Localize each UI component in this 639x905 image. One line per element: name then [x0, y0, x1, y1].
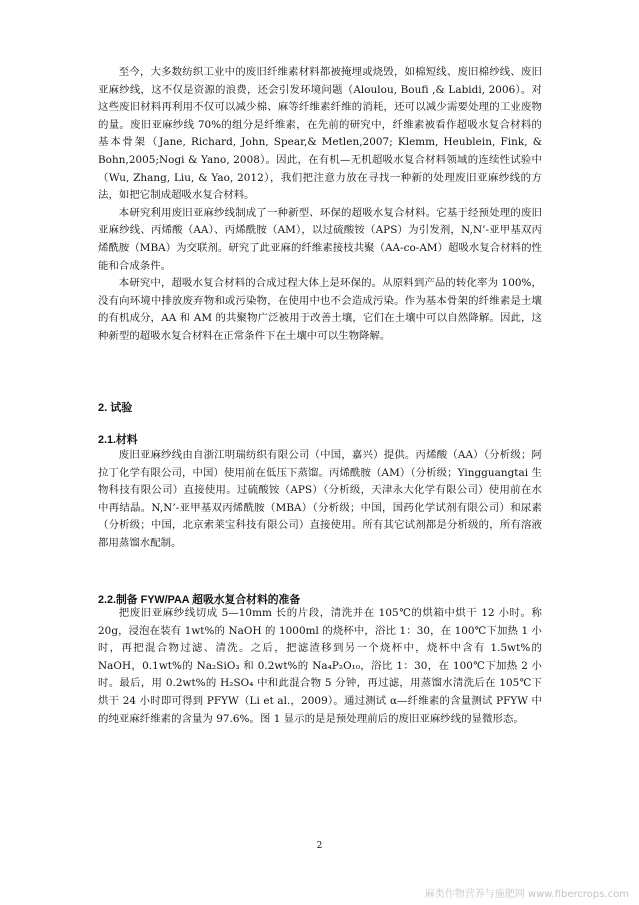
subsection-heading-preparation: 2.2.制备 FYW/PAA 超吸水复合材料的准备: [98, 594, 301, 606]
materials-paragraph: 废旧亚麻纱线由自浙江明瑞纺织有限公司（中国，嘉兴）提供。丙烯酸（AA）（分析级；阿拉丁化学有限公司，中国）使用前在低压下蒸馏。丙烯酰胺（AM）（分析级；Yingguangtai 生物科技有限公司）直接使用。过硫酸铵（APS）（分析级，天津永大化学有限公司）使用前在水中再结晶。N,N’-亚甲基双丙烯酰胺（MBA）（分析级；中国，国药化学试剂有限公司）和尿素（分析级；中国，北京索莱宝科技有限公司）直接使用。所有其它试剂都是分析级的，所有溶液都用蒸馏水配制。: [98, 449, 542, 549]
intro-section: [98, 64, 542, 346]
intro-paragraph-1: 至今，大多数纺织工业中的废旧纤维素材料都被掩埋或烧毁，如棉短线、废旧棉纱线、废旧亚麻纱线，这不仅是资源的浪费，还会引发环境问题（Aloulou, Boufi ,& Labidi, 2006）。对这些废旧材料再利用不仅可以减少棉、麻等纤维素纤维的消耗，还可以减少需要处理的工业废物的量。废旧亚麻纱线 70%的组分是纤维素，在先前的研究中，纤维素被看作超吸水复合材料的基本骨架（Jane, Richard, John, Spear,& Metlen,2007; Klemm, Heublein, Fink, & Bohn,2005;Nogi & Yano, 2008）。因此，在有机—无机超吸水复合材料领域的连续性试验中（Wu, Zhang, Liu, & Yao, 2012），我们把注意力放在寻找一种新的处理废旧亚麻纱线的方法，如把它制成超吸水复合材料。: [98, 66, 542, 202]
intro-paragraph-2: 本研究利用废旧亚麻纱线制成了一种新型、环保的超吸水复合材料。它基于经预处理的废旧亚麻纱线、丙烯酸（AA）、丙烯酰胺（AM），以过硫酸铵（APS）为引发剂，N,N’-亚甲基双丙烯酰胺（MBA）为交联剂。研究了此亚麻的纤维素接枝共聚（AA-co-AM）超吸水复合材料的性能和合成条件。: [98, 206, 542, 272]
preparation-paragraph: 把废旧亚麻纱线切成 5—10mm 长的片段，清洗并在 105℃的烘箱中烘干 12 小时。称 20g，浸泡在装有 1wt%的 NaOH 的 1000ml 的烧杯中，浴比 1：30，在 100℃下加热 1 小时，再把混合物过滤、清洗。之后，把滤渣移到另一个烧杯中，烧杯中含有 1.5wt%的 NaOH，0.1wt%的 Na₂SiO₃ 和 0.2wt%的 Na₄P₂O₁₀，浴比 1：30，在 100℃下加热 2 小时。最后，用 0.2wt%的 H₂SO₄ 中和此混合物 5 分钟，再过滤，用蒸馏水清洗后在 105℃下烘干 24 小时即可得到 PFYW（Li et al.，2009）。通过测试 α—纤维素的含量测试 PFYW 中的纯亚麻纤维素的含量为 97.6%。图 1 显示的是是预处理前后的废旧亚麻纱线的显微形态。: [98, 607, 542, 725]
materials-section: [98, 447, 542, 553]
subsection-heading-materials: 2.1.材料: [98, 434, 138, 446]
watermark: 麻类作物营养与施肥网 www.fibercrops.com: [424, 889, 629, 900]
page-number: 2: [316, 841, 323, 851]
preparation-section: [98, 605, 542, 728]
section-heading-experiment: 2. 试验: [98, 402, 133, 414]
intro-paragraph-3: 本研究中，超吸水复合材料的合成过程大体上是环保的。从原料到产品的转化率为 100%，没有向环境中排放废弃物和或污染物，在使用中也不会造成污染。作为基本骨架的纤维素是土壤的有机成分，AA 和 AM 的共聚物广泛被用于改善土壤，它们在土壤中可以自然降解。因此，这种新型的超吸水复合材料在正常条件下在土壤中可以生物降解。: [98, 277, 542, 342]
